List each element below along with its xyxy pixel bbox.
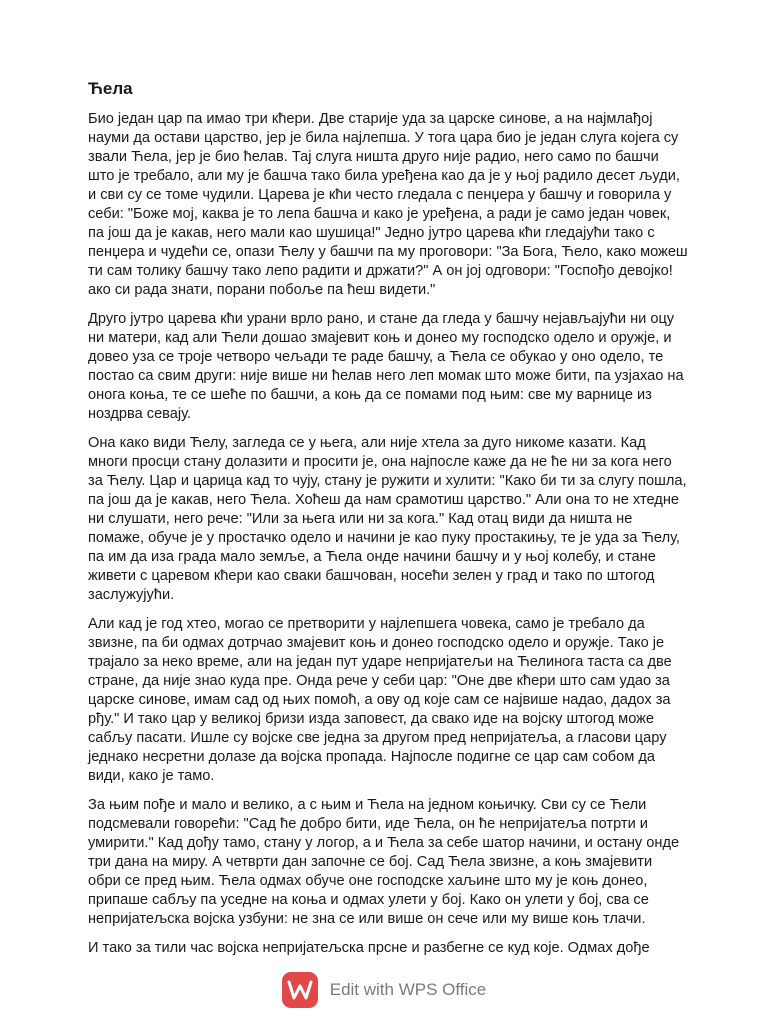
paragraph-6: И тако за тили час војска непријатељска прсне и разбегне се куд које. Одмах дође	[88, 940, 650, 956]
document-title: Ћела	[88, 79, 133, 98]
paragraph-1: Био један цар па имао три кћери. Две старије уда за царске синове, а на најмлађој науми да остави царство, јер је била најлепша. У тога цара био је један слуга којега су звали Ћела, јер је био ћелав. Тај слуга ништа друго није радио, него само по башчи што је требало, али му је башча тако била уређена као да је у њој радило десет људи, и сви су се томе чудили. Царева је кћи често гледала с пенџера у башчу и говорила у себи: "Боже мој, каква је то лепа башча и како је уређена, а ради је само један човек, па још да је какав, него мали као шушица!" Једно јутро царева кћи гледајући тако с пенџера и чудећи се, опази Ћелу у башчи па му проговори: "За Бога, Ћело, како можеш ти сам толику башчу тако лепо радити и држати?" А он јој одговори: "Госпођо девојко! ако си рада знати, порани побоље па ћеш видети."	[88, 111, 688, 298]
paragraph-5: За њим пође и мало и велико, а с њим и Ћела на једном коњичку. Сви су се Ћели подсмевали говорећи: "Сад ће добро бити, иде Ћела, он ће непријатеља потрти и умирити." Кад дођу тамо, стану у логор, а и Ћела за себе шатор начини, и остану онде три дана на миру. А четврти дан започне се бој. Сад Ћела звизне, а коњ змајевити обри се пред њим. Ћела одмах обуче оне господске хаљине што му је коњ донео, припаше сабљу па уседне на коња и одмах улети у бој. Како он улети у бој, сва се непријатељска војска узбуни: не зна се или више он сече или му више коњ тлачи.	[88, 797, 680, 927]
paragraph-4: Али кад је год хтео, могао се претворити у најлепшега човека, само је требало да звизне, па би одмах дотрчао змајевит коњ и донео господско одело и оружје. Тако је трајало за неко време, али на један пут ударе непријатељи на Ћелинога таста са две стране, да није знао куда пре. Онда рече у себи цар: "Оне две кћери што сам удао за царске синове, имам сад од њих помоћ, а ову од које сам се највише надао, дадох за рђу." И тако цар у великој бризи изда заповест, да свако иде на војску штогод може сабљу пасати. Ишле су војске све једна за другом пред непријатеља, а гласови цару једнако несретни долазе да војска пропада. Најпосле подигне се цар сам собом да види, како је тамо.	[88, 616, 672, 784]
document-page	[88, 78, 688, 968]
paragraph-3: Она како види Ћелу, загледа се у њега, али није хтела за дуго никоме казати. Кад многи просци стану долазити и просити је, она најпосле каже да не ће ни за кога него за Ћелу. Цар и царица кад то чују, стану је ружити и хулити: "Како би ти за слугу пошла, па још да је какав, него Ћела. Хоћеш да нам срамотиш царство." Али она то не хтедне ни слушати, него рече: "Или за њега или ни за кога." Кад отац види да ништа не помаже, обуче је у простачко одело и начини је као пуку простакињу, те је уда за Ћелу, па им да иза града мало земље, а Ћела онде начини башчу и у њој колебу, и стане живети с царевом кћери као сваки башчован, носећи зелен у град и тако по штогод заслужујући.	[88, 435, 687, 603]
paragraph-2: Друго јутро царева кћи урани врло рано, и стане да гледа у башчу нејављајући ни оцу ни матери, кад али Ћели дошао змајевит коњ и донео му господско одело и оружје, и довео уза се троје четворо чељади те раде башчу, а Ћела се обукао у оно одело, те постао са свим други: није више ни ћелав него леп момак што може бити, па узјахао на онога коња, те се шеће по башчи, а коњ да се помами под њим: све му варнице из ноздрва севају.	[88, 311, 684, 422]
edit-with-wps-banner[interactable]	[0, 968, 768, 1012]
wps-office-icon[interactable]	[282, 972, 318, 1008]
edit-with-wps-label[interactable]: Edit with WPS Office	[329, 980, 487, 999]
